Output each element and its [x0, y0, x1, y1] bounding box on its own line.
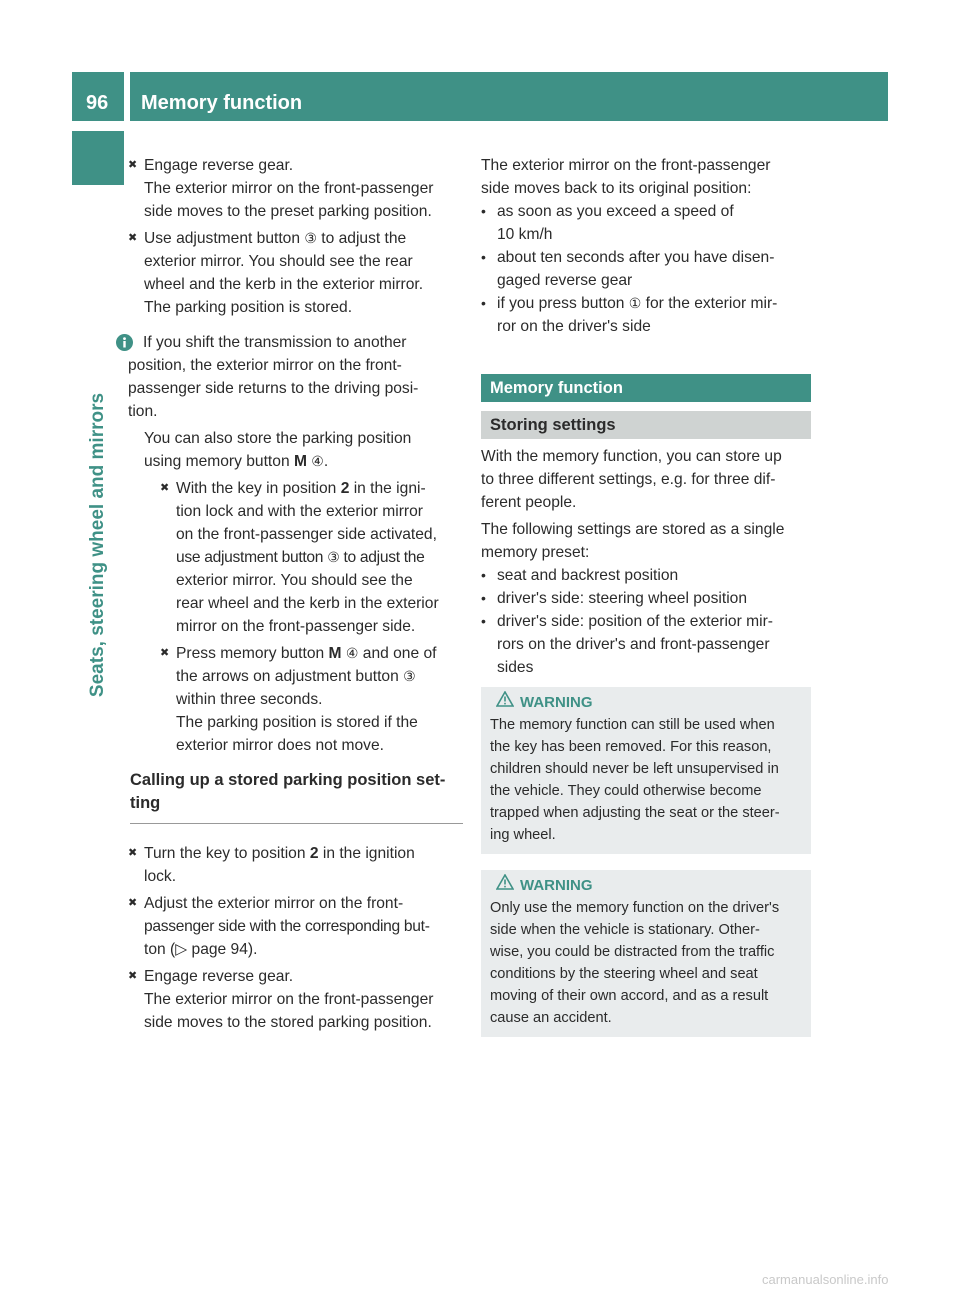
warning-icon [496, 691, 514, 714]
step-turn-key: ✖ Turn the key to position 2 in the ignition lock. [128, 842, 463, 888]
bullet-speed: • as soon as you exceed a speed of 10 km/h [481, 203, 734, 243]
warning-title: WARNING [520, 693, 593, 711]
info-note: If you shift the transmission to another position, the exterior mirror on the front- passenger side returns to the driving posi- tion. [116, 331, 463, 423]
warning-title: WARNING [520, 876, 593, 894]
arrow-icon: ✖ [128, 159, 138, 171]
arrow-icon: ✖ [160, 482, 170, 494]
arrow-icon: ✖ [128, 970, 138, 982]
arrow-icon: ✖ [128, 232, 138, 244]
bullet-mirrors: • driver's side: position of the exterior mir- rors on the driver's and front-passenger sides [481, 613, 773, 676]
substep-key-position: ✖ With the key in position 2 in the igni- tion lock and with the exterior mirror on the front-passenger side activated, use adjustment button ③ to adjust the exterior mirror. You should see the rear wheel and the kerb in the exterior mirror on the front-passenger side. [160, 477, 463, 638]
substep-press-memory: ✖ Press memory button M ④ and one of the arrows on adjustment button ③ within three seconds. The parking position is stored if the exterior mirror does not move. [160, 642, 463, 757]
warning-box-1: WARNING The memory function can still be used when the key has been removed. For this reason, children should never be left unsupervised in the vehicle. They could otherwise become trapped when adjusting the seat or the steer- ing wheel. [481, 687, 811, 854]
step-adjust-button: ✖ Use adjustment button ③ to adjust the exterior mirror. You should see the rear wheel and the kerb in the exterior mirror. The parking position is stored. [128, 227, 463, 319]
step-adjust-mirror: ✖ Adjust the exterior mirror on the front- passenger side with the corresponding but- ton (▷ page 94). [128, 892, 463, 961]
bullet-ten-seconds: • about ten seconds after you have disen- gaged reverse gear [481, 249, 775, 289]
bullet-steering: • driver's side: steering wheel position [481, 590, 748, 607]
subsection-header: Storing settings [481, 411, 811, 439]
arrow-icon: ✖ [160, 647, 170, 659]
calling-heading: Calling up a stored parking position set- ting [130, 769, 463, 824]
side-tab [72, 131, 124, 185]
info-icon [116, 334, 133, 358]
bullet-seat: • seat and backrest position [481, 567, 679, 584]
footer-watermark: carmanualsonline.info [762, 1272, 889, 1287]
arrow-icon: ✖ [128, 847, 138, 859]
warning-icon [496, 874, 514, 897]
section-header: Memory function [481, 374, 811, 402]
arrow-icon: ✖ [128, 897, 138, 909]
right-column: The exterior mirror on the front-passenger side moves back to its original position: • as soon as you exceed a speed of 10 km/h • about ten seconds after you have disen- gaged reverse gear • if you press button ① for the exterior mir- ror on the driver's side Memory function Storing settings With the memory function, you can store up to three different settings, e.g. for three dif- ferent people. The following settings are stored as a single memory preset: • seat and backrest position • driver's side: steering wheel position • driver's side: position of the exterior mir- rors on the driver's and front-passenger sides WARNING The memory function can still be used when the key has been removed. For this reason, children should never be left unsupervised in the vehicle. They could otherwise become trapped when adjusting the seat or the steer- ing wheel. WARNING Only use the memory function on the driver's side when the vehicle is stationary. Other- wise, you could be distracted from the traffic conditions by the steering wheel and seat moving of their own accord, and as a result cause an accident. [481, 154, 811, 1037]
chapter-label: Seats, steering wheel and mirrors [87, 392, 108, 698]
warning-box-2: WARNING Only use the memory function on the driver's side when the vehicle is stationary. Other- wise, you could be distracted from the traffic conditions by the steering wheel and seat moving of their own accord, and as a result cause an accident. [481, 870, 811, 1037]
step-engage-reverse-2: ✖ Engage reverse gear. The exterior mirror on the front-passenger side moves to the stored parking position. [128, 965, 463, 1034]
bullet-press-button: • if you press button ① for the exterior mir- ror on the driver's side [481, 295, 778, 335]
page-number: 96 [86, 92, 109, 114]
page-ref-icon: ▷ [175, 941, 188, 958]
page-title: Memory function [141, 92, 303, 114]
step-engage-reverse: ✖ Engage reverse gear. The exterior mirror on the front-passenger side moves to the preset parking position. [128, 154, 463, 223]
left-column [128, 154, 463, 1034]
also-store-text: You can also store the parking position using memory button M ④. [144, 430, 412, 470]
